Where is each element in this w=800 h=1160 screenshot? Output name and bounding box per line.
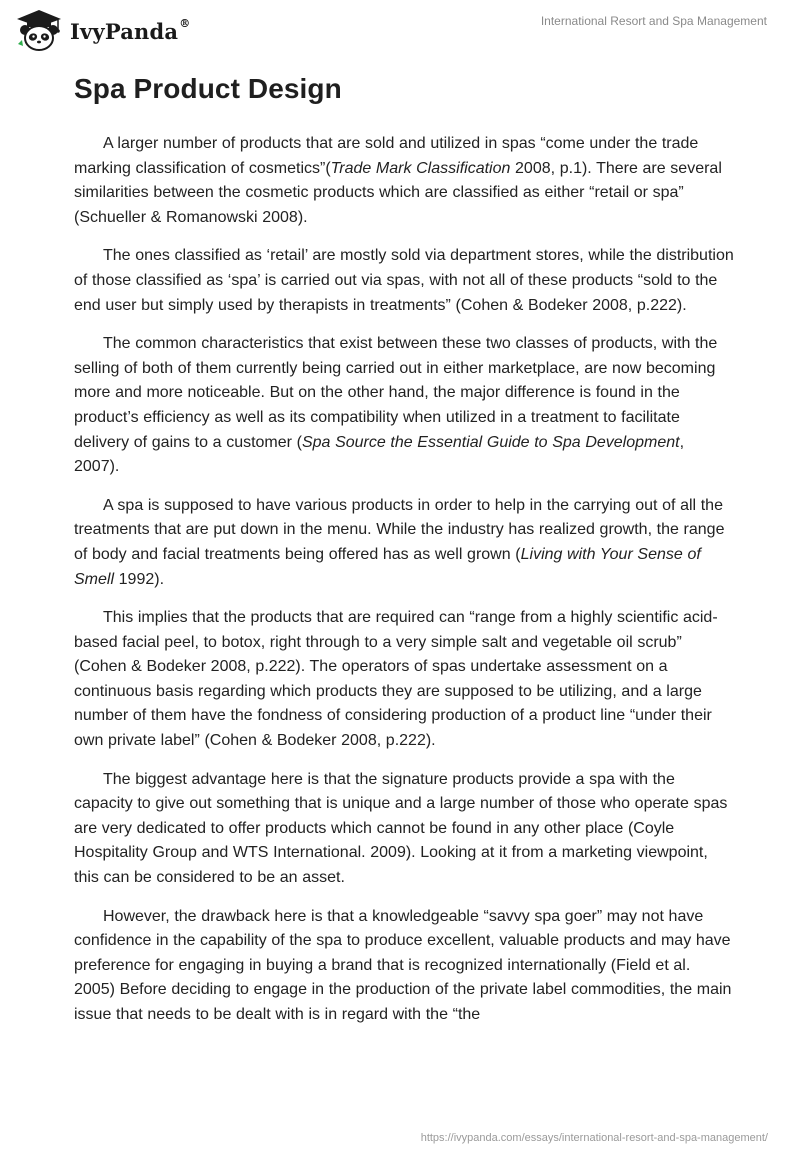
italic-citation: Living with Your Sense of Smell (74, 545, 701, 588)
paragraph (74, 244, 734, 318)
text-run: The biggest advantage here is that the signature products provide a spa with the capacity to give out something that is unique and a large number of those who operate spas are very dedicated to offer products which cannot be found in any other place (Coyle Hospitality Group and WTS International. 2009). Looking at it from a marketing viewpoint, this can be considered to be an asset. (74, 770, 728, 887)
paragraph (74, 905, 734, 1028)
source-url[interactable]: https://ivypanda.com/essays/international-resort-and-spa-management/ (420, 1132, 768, 1144)
page-title: Spa Product Design (74, 73, 342, 104)
essay-body (74, 132, 734, 1042)
text-run: , 2007). (74, 433, 685, 476)
text-run: A larger number of products that are sold and utilized in spas “come under the trade marking classification of cosmetics”( (74, 135, 699, 177)
text-run: The common characteristics that exist between these two classes of products, with the selling of both of them currently being carried out in either marketplace, are now becoming more and more noticeable. But on the other hand, the major difference is found in the product’s efficiency as well as its compatibility when utilized in a treatment to facilitate delivery of gains to a customer ( (74, 335, 718, 451)
text-run: However, the drawback here is that a knowledgeable “savvy spa goer” may not have confidence in the capability of the spa to produce excellent, valuable products and may have preference for engaging in buying a brand that is recognized internationally (Field et al. 2005) Before deciding to engage in the production of the private label commodities, the main issue that needs to be dealt with is in regard with the “the (74, 907, 732, 1023)
text-run: 1992). (114, 570, 165, 588)
paragraph (74, 332, 734, 480)
italic-citation: Trade Mark Classification (330, 159, 511, 177)
paragraph (74, 494, 734, 592)
paragraph (74, 606, 734, 754)
paragraph (74, 768, 734, 891)
page-header (0, 0, 800, 70)
text-run: This implies that the products that are required can “range from a highly scientific acid-based facial peel, to botox, right through to a very simple salt and vegetable oil scrub” (Cohen & Bodeker 2008, p.222). The operators of spas undertake assessment on a continuous basis regarding which products they are supposed to be utilizing, and a large number of them have the fondness of considering production of a product line “under their own private label” (Cohen & Bodeker 2008, p.222). (74, 609, 718, 750)
paragraph (74, 132, 734, 230)
brand-name: IvyPanda® (70, 16, 191, 44)
text-run: A spa is supposed to have various products in order to help in the carrying out of all the treatments that are put down in the menu. While the industry has realized growth, the range of body and facial treatments being offered has as well grown ( (74, 496, 725, 563)
document-title: International Resort and Spa Management (540, 14, 767, 28)
text-run: The ones classified as ‘retail’ are mostly sold via department stores, while the distribution of those classified as ‘spa’ is carried out via spas, with not all of these products “sold to the end user but simply used by therapists in treatments” (Cohen & Bodeker 2008, p.222). (74, 247, 734, 314)
italic-citation: Spa Source the Essential Guide to Spa Development (301, 433, 680, 451)
text-run: 2008, p.1). There are several similarities between the cosmetic products which are classified as either “retail or spa” (Schueller & Romanowski 2008). (74, 159, 722, 226)
panda-graduate-icon (14, 8, 64, 52)
ivypanda-logo[interactable] (14, 8, 190, 52)
